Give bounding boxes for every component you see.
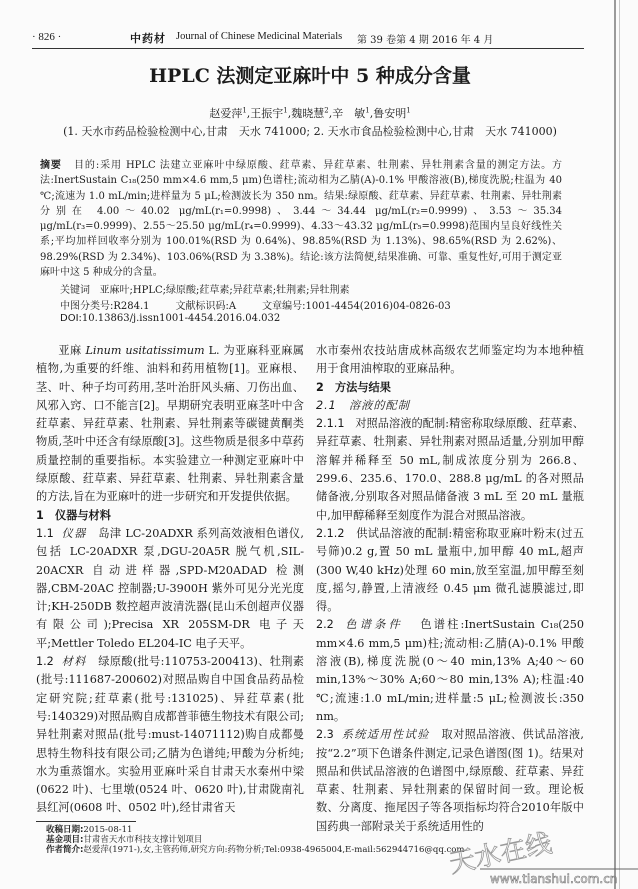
- section-2-2-text: 色谱柱:InertSustain C₁₈(250 mm×4.6 mm,5 μm)柱;流动相:乙腈(A)-0.1% 甲酸溶液(B),梯度洗脱(0～40 min,13% A;40～60 min,13%～30% A;60～80 min,13% A);柱温:40 ℃;流速:1.0 mL/min;进样量:5 μL;检测波长:350 nm。: [316, 618, 584, 723]
- author-affil-mark: 1: [283, 106, 288, 115]
- doi-line: [60, 313, 280, 324]
- fund-value: 甘肃省天水市科技支撑计划项目: [83, 835, 203, 845]
- section-2-1-heading: 2.1 溶液的配制: [316, 398, 410, 412]
- section-1-2-title: 材料: [61, 655, 87, 669]
- section-1-2: [36, 653, 304, 818]
- section-1-1: [36, 525, 304, 653]
- author-list: 赵爱萍$^1$,王振宇$^1$,魏晓慧$^2$,辛 敏$^1$,鲁安明$^1$: [209, 106, 411, 120]
- watermark-url: www.tianshui.com.cn: [490, 872, 618, 886]
- intro-paragraph: [36, 342, 304, 507]
- doc-code-value: A: [228, 301, 237, 312]
- author-affil-mark: 1: [242, 106, 247, 115]
- author-name: 鲁安明: [373, 107, 407, 120]
- intro-text: L. 为亚麻科亚麻属植物,为重要的纤维、油料和药用植物[1]。亚麻根、茎、叶、种子均可药用,茎叶治肝风头痛、刀伤出血、风邪入窍、口不能言[2]。早期研究表明亚麻茎叶中含荭草素、异荭草素、牡荆素、异牡荆素等碳键黄酮类物质,茎叶中还含有绿原酸[3]。这些物质是很多中草药质量控制的重要指标。本实验建立一种测定亚麻叶中绿原酸、荭草素、异荭草素、牡荆素、异牡荆素含量的方法,旨在为亚麻叶的进一步研究和开发提供依据。: [36, 344, 304, 504]
- body-column-right: [316, 342, 584, 836]
- author-bio-label: 作者简介:: [46, 845, 84, 855]
- running-header: [28, 30, 494, 46]
- author-name: 王振宇: [250, 107, 284, 120]
- abstract-label: 摘要: [40, 160, 62, 171]
- fund-label: 基金项目:: [46, 835, 84, 845]
- author-affil-mark: 1: [406, 106, 411, 115]
- page-number: · 826 ·: [32, 31, 62, 43]
- author-name: 赵爱萍: [209, 107, 243, 120]
- section-2-1-1-number: 2.1.1: [316, 417, 345, 431]
- affiliations: (1. 天水市药品检验检测中心,甘肃 天水 741000; 2. 天水市食品检验检测中心,甘肃 天水 741000): [63, 125, 557, 138]
- author-affil-mark: 1: [365, 106, 370, 115]
- classification-line: [60, 297, 451, 312]
- received-label: 收稿日期:: [46, 825, 84, 835]
- section-1-2-text: 绿原酸(批号:110753-200413)、牡荆素(批号:111687-200602)对照品购自中国食品药品检定研究院;荭草素(批号:131025)、异荭草素(批号:140329)对照品购自成都普菲德生物技术有限公司;异牡荆素对照品(批号:must-14071112)购自成都曼思特生物科技有限公司;乙腈为色谱纯;甲酸为分析纯;水为重蒸馏水。实验用亚麻叶采自甘肃天水秦州中梁(0622 叶)、七里墩(0524 叶、0620 叶),甘肃陇南礼县红河(0608 叶、0502 叶),经甘肃省天: [36, 655, 304, 815]
- article-title: HPLC 法测定亚麻叶中 5 种成分含量: [149, 65, 471, 87]
- section-2-1-2-number: 2.1.2: [316, 526, 345, 540]
- section-1-1-number: 1.1: [36, 526, 54, 540]
- section-2-1-1-text: 对照品溶液的配制:精密称取绿原酸、荭草素、异荭草素、牡荆素、异牡荆素对照品适量,分别加甲醇溶解并稀释至 50 mL,制成浓度分别为 266.8、299.6、235.6、170.0、288.8 μg/mL 的各对照品储备液,分别取各对照品储备液 3 mL 至 20 mL 量瓶中,加甲醇稀释至刻度作为混合对照品溶液。: [316, 417, 584, 522]
- section-2-2-number: 2.2: [316, 618, 334, 632]
- body-column-left: [36, 342, 304, 818]
- latin-name: Linum usitatissimum: [85, 344, 205, 357]
- author-bio: [46, 845, 464, 855]
- watermark-chars: 天水在线: [446, 828, 555, 880]
- abstract: [40, 158, 562, 280]
- author-name: 魏晓慧: [291, 107, 325, 120]
- section-1-1-text: 岛津 LC-20ADXR 系列高效液相色谱仪,包括 LC-20ADXR 泵,DGU-20A5R 脱气机,SIL-20ACXR 自动进样器,SPD-M20ADAD 检测器,CBM-20AC 控制器;U-3900H 紫外可见分光光度计;KH-250DB 数控超声波清洗器(昆山禾创超声仪器有限公司);Precisa XR 205SM-DR 电子天平;Mettler Toledo EL204-IC 电子天平。: [36, 526, 304, 650]
- keywords: [60, 281, 350, 296]
- fund-project: [46, 835, 464, 845]
- section-1-1-title: 仪器: [61, 526, 87, 540]
- doi-value: 10.13863/j.issn1001-4454.2016.04.032: [81, 313, 281, 324]
- section-1-2-number: 1.2: [36, 655, 54, 669]
- journal-name: Journal of Chinese Medicinal Materials: [176, 31, 343, 42]
- received-value: 2015-08-11: [83, 825, 133, 835]
- volume-info: 第 39 卷第 4 期 2016 年 4 月: [357, 35, 494, 46]
- section-2-3: [316, 726, 584, 836]
- continued-text: 水市秦州农技站唐成林高级农艺师鉴定均为本地种植用于食用油榨取的亚麻品种。: [316, 344, 584, 376]
- received-date: [46, 825, 464, 835]
- clc-label: 中图分类号:: [60, 301, 114, 312]
- header-rule: [32, 48, 584, 49]
- author-bio-value: 赵爱萍(1971-),女,主管药师,研究方向:药物分析;Tel:0938-4965004,E-mail:562944716@qq.com: [83, 845, 465, 855]
- section-2-1-2-text: 供试品溶液的配制:精密称取亚麻叶粉末(过五号筛)0.2 g,置 50 mL 量瓶中,加甲醇 40 mL,超声(300 W,40 kHz)处理 60 min,放至室温,加甲醇至刻度,摇匀,静置,上清液经 0.45 μm 微孔滤膜滤过,即得。: [316, 526, 584, 614]
- section-2-3-title: 系统适用性试验: [341, 728, 430, 742]
- clc-value: R284.1: [113, 301, 150, 312]
- section-2-1-2: [316, 525, 584, 616]
- section-2-3-number: 2.3: [316, 728, 334, 742]
- journal-logo: 中药材: [130, 32, 166, 45]
- section-2-3-text: 取对照品溶液、供试品溶液,按“2.2”项下色谱条件测定,记录色谱图(图 1)。结果对照品和供试品溶液的色谱图中,绿原酸、荭草素、异荭草素、牡荆素、异牡荆素的保留时间一致。理论板数、分离度、拖尾因子等各项指标均符合2010年版中国药典一部附录关于系统适用性的: [316, 728, 584, 833]
- author-affil-mark: 2: [324, 106, 329, 115]
- doi-label: DOI:: [60, 313, 82, 324]
- section-2-2-title: 色谱条件: [345, 618, 403, 632]
- section-1-heading: 1 仪器与材料: [36, 508, 111, 522]
- article-no-label: 文章编号:: [262, 301, 306, 312]
- abstract-text: 目的:采用 HPLC 法建立亚麻叶中绿原酸、荭草素、异荭草素、牡荆素、异牡荆素含量的测定方法。方法:InertSustain C₁₈(250 mm×4.6 mm,5 μm)色谱柱;流动相为乙腈(A)-0.1% 甲酸溶液(B),梯度洗脱;柱温为 40 ℃;流速为 1.0 mL/min;进样量为 5 μL;检测波长为 350 nm。结果:绿原酸、荭草素、异荭草素、牡荆素、异牡荆素分别在 4.00～40.02 μg/mL(r₁=0.9998)、3.44～34.44 μg/mL(r₂=0.9999)、3.53～35.34 μg/mL(r₃=0.9999)、2.55～25.50 μg/mL(r₄=0.9999)、4.33～43.32 μg/mL(r₅=0.9998)范围内呈良好线性关系;平均加样回收率分别为 100.01%(RSD 为 0.64%)、98.85%(RSD 为 1.13%)、98.65%(RSD 为 2.62%)、98.29%(RSD 为 2.34%)、103.06%(RSD 为 3.38%)。结论:该方法简便,结果准确、可靠、重复性好,可用于测定亚麻叶中这 5 种成分的含量。: [40, 160, 563, 279]
- section-2-2: [316, 616, 584, 726]
- keywords-label: 关键词: [60, 285, 90, 296]
- footnotes: [46, 825, 464, 855]
- section-2-heading: 2 方法与结果: [316, 380, 391, 394]
- watermark-logo: [440, 828, 638, 889]
- author-name: 辛 敏: [332, 107, 366, 120]
- intro-prefix: 亚麻: [58, 344, 86, 357]
- doc-code-label: 文献标识码:: [175, 301, 229, 312]
- section-2-1-1: [316, 415, 584, 525]
- footnote-rule: [36, 821, 136, 822]
- article-no-value: 1001-4454(2016)04-0826-03: [305, 301, 451, 312]
- keywords-value: 亚麻叶;HPLC;绿原酸;荭草素;异荭草素;牡荆素;异牡荆素: [99, 285, 350, 296]
